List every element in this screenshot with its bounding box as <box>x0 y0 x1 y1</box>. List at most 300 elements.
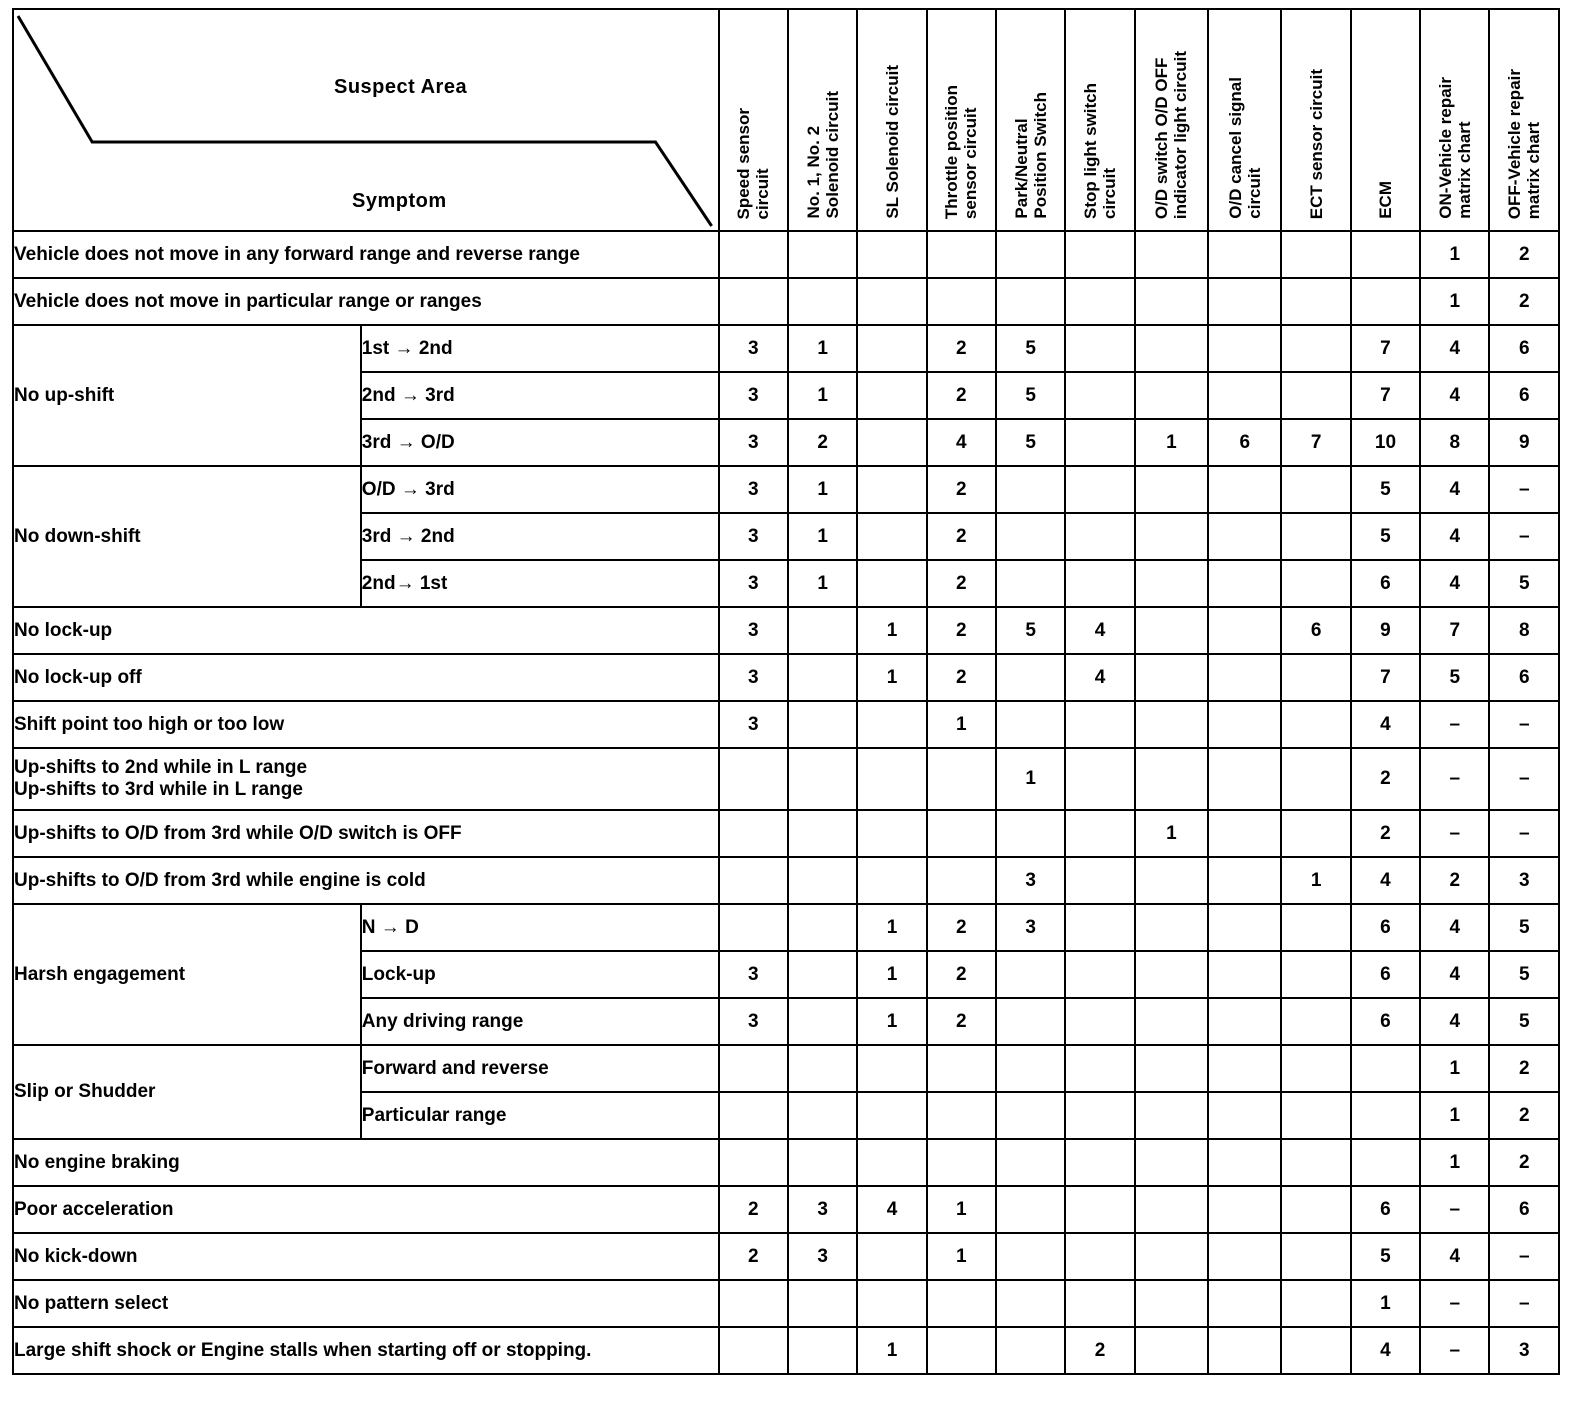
column-header <box>788 9 857 231</box>
priority-cell <box>1208 654 1281 701</box>
priority-cell <box>1065 231 1134 278</box>
priority-cell <box>719 1045 788 1092</box>
column-header-label: O/D cancel signal circuit <box>1225 77 1264 219</box>
table-row <box>13 654 1559 701</box>
priority-cell <box>1065 419 1134 466</box>
priority-cell <box>719 1092 788 1139</box>
priority-cell: – <box>1420 748 1489 810</box>
priority-cell: 1 <box>996 748 1065 810</box>
priority-cell <box>1351 278 1420 325</box>
priority-cell <box>996 278 1065 325</box>
priority-cell <box>996 513 1065 560</box>
column-header <box>1135 9 1208 231</box>
priority-cell: 6 <box>1281 607 1350 654</box>
column-header-label: No. 1, No. 2 Solenoid circuit <box>803 91 842 219</box>
priority-cell: – <box>1489 810 1559 857</box>
priority-cell: 1 <box>788 513 857 560</box>
priority-cell <box>927 1045 996 1092</box>
priority-cell: 1 <box>1420 1139 1489 1186</box>
column-header <box>1065 9 1134 231</box>
priority-cell: 5 <box>1489 560 1559 607</box>
priority-cell: 3 <box>719 701 788 748</box>
table-row <box>13 857 1559 904</box>
sub-condition-cell: Forward and reverse <box>361 1045 719 1092</box>
table-row <box>13 701 1559 748</box>
priority-cell <box>857 466 926 513</box>
priority-cell <box>719 231 788 278</box>
priority-cell <box>788 607 857 654</box>
priority-cell <box>1135 904 1208 951</box>
priority-cell <box>857 748 926 810</box>
column-header-label: Stop light switch circuit <box>1081 83 1120 219</box>
priority-cell <box>1208 1092 1281 1139</box>
sub-condition-cell: Lock-up <box>361 951 719 998</box>
symptom-cell: No down-shift <box>13 466 361 607</box>
priority-cell: – <box>1489 1280 1559 1327</box>
priority-cell <box>927 278 996 325</box>
priority-cell <box>927 231 996 278</box>
priority-cell <box>1065 1186 1134 1233</box>
priority-cell <box>857 278 926 325</box>
priority-cell: 10 <box>1351 419 1420 466</box>
symptom-cell: Shift point too high or too low <box>13 701 719 748</box>
column-header-label: Throttle position sensor circuit <box>942 84 981 219</box>
symptom-suspect-matrix <box>12 8 1560 1375</box>
priority-cell <box>1065 998 1134 1045</box>
priority-cell <box>788 1045 857 1092</box>
priority-cell <box>996 810 1065 857</box>
symptom-cell: Up-shifts to O/D from 3rd while engine is cold <box>13 857 719 904</box>
priority-cell: 1 <box>1135 810 1208 857</box>
priority-cell: 1 <box>857 998 926 1045</box>
column-header <box>857 9 926 231</box>
column-header-label: Park/Neutral Position Switch <box>1011 92 1050 219</box>
priority-cell: 5 <box>1489 904 1559 951</box>
priority-cell: 1 <box>788 325 857 372</box>
symptom-label: Symptom <box>352 190 447 212</box>
priority-cell <box>927 1280 996 1327</box>
priority-cell: 4 <box>1420 513 1489 560</box>
priority-cell <box>1281 998 1350 1045</box>
priority-cell <box>996 951 1065 998</box>
priority-cell: 6 <box>1351 560 1420 607</box>
table-row <box>13 1186 1559 1233</box>
priority-cell: 2 <box>927 654 996 701</box>
priority-cell: – <box>1489 466 1559 513</box>
priority-cell <box>1208 372 1281 419</box>
table-row <box>13 1139 1559 1186</box>
priority-cell: 3 <box>996 857 1065 904</box>
priority-cell: 2 <box>1489 278 1559 325</box>
priority-cell <box>788 278 857 325</box>
priority-cell <box>719 1327 788 1374</box>
priority-cell <box>1208 607 1281 654</box>
priority-cell: 3 <box>719 951 788 998</box>
priority-cell <box>1208 1327 1281 1374</box>
priority-cell: 3 <box>719 372 788 419</box>
priority-cell: 3 <box>788 1233 857 1280</box>
priority-cell <box>927 1139 996 1186</box>
priority-cell <box>1351 1092 1420 1139</box>
priority-cell <box>1281 654 1350 701</box>
priority-cell: 2 <box>927 904 996 951</box>
priority-cell: 2 <box>927 466 996 513</box>
priority-cell <box>1208 1045 1281 1092</box>
priority-cell: 5 <box>1420 654 1489 701</box>
priority-cell <box>857 1045 926 1092</box>
sub-condition-cell: 2nd → 3rd <box>361 372 719 419</box>
priority-cell: – <box>1489 701 1559 748</box>
priority-cell: 1 <box>788 466 857 513</box>
priority-cell: 1 <box>1351 1280 1420 1327</box>
priority-cell <box>1065 951 1134 998</box>
priority-cell <box>1135 654 1208 701</box>
priority-cell <box>1065 466 1134 513</box>
column-header-label: OFF-Vehicle repair matrix chart <box>1505 68 1544 219</box>
symptom-cell: No up-shift <box>13 325 361 466</box>
priority-cell <box>927 857 996 904</box>
priority-cell <box>857 1139 926 1186</box>
priority-cell <box>857 1233 926 1280</box>
suspect-area-label: Suspect Area <box>334 76 468 98</box>
priority-cell: 2 <box>927 325 996 372</box>
priority-cell: – <box>1489 513 1559 560</box>
column-header <box>1351 9 1420 231</box>
priority-cell <box>1208 325 1281 372</box>
priority-cell: 4 <box>1351 701 1420 748</box>
priority-cell: 3 <box>719 466 788 513</box>
priority-cell <box>1351 1139 1420 1186</box>
priority-cell <box>927 1092 996 1139</box>
priority-cell <box>1208 278 1281 325</box>
sub-condition-cell: 3rd → 2nd <box>361 513 719 560</box>
priority-cell: 5 <box>996 372 1065 419</box>
priority-cell: 7 <box>1351 325 1420 372</box>
table-row <box>13 1233 1559 1280</box>
priority-cell: 5 <box>1489 998 1559 1045</box>
priority-cell <box>996 701 1065 748</box>
column-header-label: SL Solenoid circuit <box>882 65 902 219</box>
table-row <box>13 278 1559 325</box>
priority-cell: 6 <box>1208 419 1281 466</box>
column-header <box>719 9 788 231</box>
table-row <box>13 748 1559 810</box>
priority-cell <box>857 857 926 904</box>
priority-cell: 4 <box>1420 466 1489 513</box>
symptom-cell: Poor acceleration <box>13 1186 719 1233</box>
priority-cell <box>1135 1327 1208 1374</box>
priority-cell: 3 <box>996 904 1065 951</box>
column-header <box>1489 9 1559 231</box>
priority-cell <box>1065 857 1134 904</box>
priority-cell <box>1065 904 1134 951</box>
priority-cell: – <box>1420 1280 1489 1327</box>
column-header <box>1420 9 1489 231</box>
priority-cell <box>788 1139 857 1186</box>
priority-cell <box>1208 560 1281 607</box>
priority-cell <box>996 1233 1065 1280</box>
priority-cell: 3 <box>719 654 788 701</box>
priority-cell <box>1135 951 1208 998</box>
symptom-cell: No pattern select <box>13 1280 719 1327</box>
priority-cell: 3 <box>719 513 788 560</box>
priority-cell: 9 <box>1351 607 1420 654</box>
diagnosis-matrix-sheet <box>12 8 1572 1394</box>
priority-cell <box>1281 1327 1350 1374</box>
priority-cell <box>1135 607 1208 654</box>
table-row <box>13 1280 1559 1327</box>
symptom-cell: Vehicle does not move in particular range or ranges <box>13 278 719 325</box>
priority-cell: 1 <box>1420 1045 1489 1092</box>
priority-cell <box>1135 372 1208 419</box>
priority-cell <box>1065 372 1134 419</box>
column-header <box>996 9 1065 231</box>
priority-cell <box>719 278 788 325</box>
priority-cell: 2 <box>1065 1327 1134 1374</box>
priority-cell <box>1135 1092 1208 1139</box>
priority-cell <box>1065 325 1134 372</box>
priority-cell <box>788 810 857 857</box>
priority-cell: 4 <box>1065 607 1134 654</box>
table-row <box>13 810 1559 857</box>
priority-cell: 1 <box>927 701 996 748</box>
priority-cell: 5 <box>1351 513 1420 560</box>
priority-cell <box>1065 1233 1134 1280</box>
priority-cell: 3 <box>719 560 788 607</box>
priority-cell: 5 <box>996 419 1065 466</box>
priority-cell: 1 <box>1281 857 1350 904</box>
priority-cell <box>788 951 857 998</box>
priority-cell: 3 <box>788 1186 857 1233</box>
priority-cell <box>996 1045 1065 1092</box>
priority-cell: 2 <box>927 560 996 607</box>
priority-cell: 9 <box>1489 419 1559 466</box>
priority-cell <box>1281 372 1350 419</box>
priority-cell <box>719 904 788 951</box>
priority-cell <box>927 1327 996 1374</box>
priority-cell: 6 <box>1351 998 1420 1045</box>
priority-cell <box>1281 1092 1350 1139</box>
priority-cell: 4 <box>1065 654 1134 701</box>
column-header <box>927 9 996 231</box>
priority-cell <box>857 1280 926 1327</box>
priority-cell: 4 <box>1420 904 1489 951</box>
priority-cell <box>1135 998 1208 1045</box>
priority-cell <box>1135 466 1208 513</box>
priority-cell <box>857 513 926 560</box>
priority-cell: 6 <box>1351 904 1420 951</box>
priority-cell <box>1065 560 1134 607</box>
priority-cell <box>1351 1045 1420 1092</box>
priority-cell: 1 <box>788 372 857 419</box>
priority-cell <box>996 560 1065 607</box>
priority-cell: 1 <box>1420 1092 1489 1139</box>
priority-cell: 2 <box>1489 1139 1559 1186</box>
priority-cell <box>857 560 926 607</box>
priority-cell <box>996 654 1065 701</box>
priority-cell: 8 <box>1489 607 1559 654</box>
priority-cell <box>1208 904 1281 951</box>
column-header-label: O/D switch O/D OFF indicator light circuit <box>1152 50 1191 219</box>
symptom-cell: No engine braking <box>13 1139 719 1186</box>
priority-cell <box>1281 1139 1350 1186</box>
priority-cell <box>1208 701 1281 748</box>
header-row <box>13 9 1559 231</box>
symptom-cell: No lock-up <box>13 607 719 654</box>
priority-cell: 6 <box>1489 1186 1559 1233</box>
priority-cell <box>927 748 996 810</box>
table-row <box>13 1045 1559 1092</box>
priority-cell: 2 <box>1489 1045 1559 1092</box>
priority-cell <box>788 1092 857 1139</box>
priority-cell: 5 <box>996 607 1065 654</box>
priority-cell: 7 <box>1420 607 1489 654</box>
priority-cell <box>788 701 857 748</box>
symptom-cell: No lock-up off <box>13 654 719 701</box>
table-row <box>13 607 1559 654</box>
priority-cell <box>857 325 926 372</box>
priority-cell <box>996 466 1065 513</box>
priority-cell: 3 <box>719 325 788 372</box>
priority-cell <box>719 857 788 904</box>
priority-cell <box>996 1280 1065 1327</box>
priority-cell: 2 <box>1420 857 1489 904</box>
priority-cell: – <box>1489 748 1559 810</box>
priority-cell <box>996 1186 1065 1233</box>
priority-cell <box>1208 1186 1281 1233</box>
priority-cell <box>1135 1280 1208 1327</box>
priority-cell <box>1135 701 1208 748</box>
sub-condition-cell: 1st → 2nd <box>361 325 719 372</box>
priority-cell: 6 <box>1351 951 1420 998</box>
priority-cell <box>788 857 857 904</box>
priority-cell <box>719 1139 788 1186</box>
priority-cell: 4 <box>1420 998 1489 1045</box>
priority-cell <box>1135 857 1208 904</box>
corner-header <box>13 9 719 231</box>
symptom-cell: Large shift shock or Engine stalls when starting off or stopping. <box>13 1327 719 1374</box>
priority-cell: 2 <box>1351 748 1420 810</box>
sub-condition-cell: 3rd → O/D <box>361 419 719 466</box>
priority-cell <box>1135 1139 1208 1186</box>
priority-cell <box>857 372 926 419</box>
priority-cell <box>1135 560 1208 607</box>
column-header <box>1281 9 1350 231</box>
priority-cell <box>719 748 788 810</box>
priority-cell <box>1135 1233 1208 1280</box>
priority-cell: 2 <box>927 372 996 419</box>
priority-cell: – <box>1420 1327 1489 1374</box>
priority-cell <box>1208 998 1281 1045</box>
priority-cell <box>788 904 857 951</box>
priority-cell <box>1065 278 1134 325</box>
column-header-label: Speed sensor circuit <box>734 107 773 219</box>
priority-cell: 2 <box>1351 810 1420 857</box>
priority-cell: 2 <box>719 1233 788 1280</box>
priority-cell: 4 <box>1420 560 1489 607</box>
priority-cell <box>857 701 926 748</box>
priority-cell: 4 <box>857 1186 926 1233</box>
priority-cell <box>1281 466 1350 513</box>
priority-cell <box>996 1327 1065 1374</box>
priority-cell <box>1135 325 1208 372</box>
priority-cell <box>1135 1186 1208 1233</box>
priority-cell: 5 <box>996 325 1065 372</box>
priority-cell <box>996 1092 1065 1139</box>
priority-cell: 6 <box>1489 654 1559 701</box>
priority-cell <box>1065 1045 1134 1092</box>
priority-cell: 4 <box>1420 951 1489 998</box>
priority-cell <box>996 231 1065 278</box>
priority-cell: – <box>1420 1186 1489 1233</box>
priority-cell <box>1281 904 1350 951</box>
priority-cell: 7 <box>1351 372 1420 419</box>
priority-cell: 2 <box>1489 1092 1559 1139</box>
table-row <box>13 325 1559 372</box>
priority-cell: 5 <box>1351 466 1420 513</box>
priority-cell <box>1065 701 1134 748</box>
priority-cell: 1 <box>927 1233 996 1280</box>
priority-cell <box>788 1280 857 1327</box>
priority-cell: 2 <box>927 998 996 1045</box>
table-row <box>13 466 1559 513</box>
priority-cell: 1 <box>1135 419 1208 466</box>
priority-cell: 2 <box>788 419 857 466</box>
priority-cell: 1 <box>857 951 926 998</box>
priority-cell: 3 <box>719 998 788 1045</box>
priority-cell: 1 <box>1420 278 1489 325</box>
priority-cell <box>788 1327 857 1374</box>
priority-cell <box>857 231 926 278</box>
priority-cell: 6 <box>1489 372 1559 419</box>
priority-cell <box>1281 1233 1350 1280</box>
column-header-label: ECM <box>1375 181 1395 219</box>
priority-cell <box>1281 951 1350 998</box>
priority-cell: 4 <box>1420 1233 1489 1280</box>
priority-cell: 3 <box>719 607 788 654</box>
table-row <box>13 231 1559 278</box>
priority-cell: – <box>1420 701 1489 748</box>
priority-cell <box>1208 810 1281 857</box>
priority-cell <box>788 998 857 1045</box>
priority-cell <box>1065 810 1134 857</box>
matrix-body <box>13 231 1559 1374</box>
priority-cell: 1 <box>788 560 857 607</box>
priority-cell <box>719 1280 788 1327</box>
priority-cell <box>1135 231 1208 278</box>
table-row <box>13 1327 1559 1374</box>
priority-cell <box>1065 1280 1134 1327</box>
priority-cell <box>1281 278 1350 325</box>
priority-cell <box>857 1092 926 1139</box>
column-header <box>1208 9 1281 231</box>
priority-cell <box>1281 810 1350 857</box>
priority-cell <box>1281 1045 1350 1092</box>
priority-cell <box>788 654 857 701</box>
priority-cell: 1 <box>1420 231 1489 278</box>
priority-cell <box>1208 231 1281 278</box>
priority-cell <box>1065 748 1134 810</box>
priority-cell <box>1135 513 1208 560</box>
priority-cell <box>1065 1139 1134 1186</box>
priority-cell <box>1351 231 1420 278</box>
priority-cell: 1 <box>857 904 926 951</box>
priority-cell <box>1208 748 1281 810</box>
priority-cell <box>1208 1233 1281 1280</box>
priority-cell: 8 <box>1420 419 1489 466</box>
priority-cell: 3 <box>1489 1327 1559 1374</box>
priority-cell <box>1281 1280 1350 1327</box>
